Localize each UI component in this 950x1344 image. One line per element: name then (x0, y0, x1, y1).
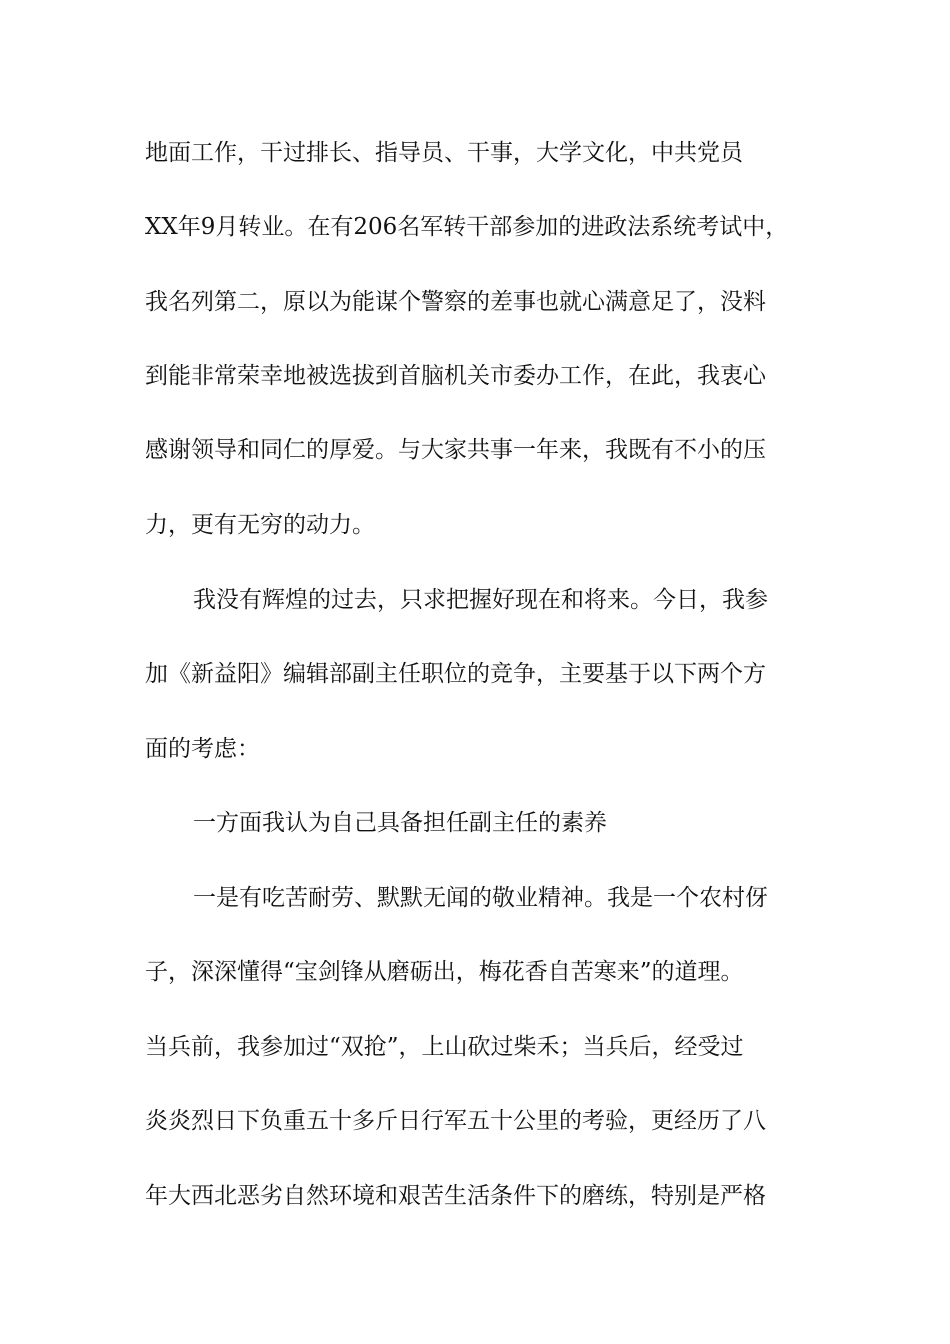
text-line: 感谢领导和同仁的厚爱。与大家共事一年来，我既有不小的压 (145, 437, 766, 463)
text-line: 我没有辉煌的过去，只求把握好现在和将来。今日，我参 (193, 587, 768, 613)
text-line: 年大西北恶劣自然环境和艰苦生活条件下的磨练，特别是严格 (145, 1183, 766, 1209)
text-line: 面的考虑： (145, 736, 260, 762)
text-line: 我名列第二，原以为能谋个警察的差事也就心满意足了，没料 (145, 289, 766, 315)
text-line: 当兵前，我参加过“双抢”，上山砍过柴禾；当兵后，经受过 (145, 1034, 744, 1060)
text-line: 一是有吃苦耐劳、默默无闻的敬业精神。我是一个农村伢 (193, 885, 768, 911)
text-line: 子，深深懂得“宝剑锋从磨砺出，梅花香自苦寒来”的道理。 (145, 959, 744, 985)
text-line: XX年9月转业。在有206名军转干部参加的进政法系统考试中， (145, 214, 789, 240)
text-line: 力，更有无穷的动力。 (145, 512, 375, 538)
text-line: 地面工作，干过排长、指导员、干事，大学文化，中共党员 (145, 140, 743, 166)
text-line: 加《新益阳》编辑部副主任职位的竞争，主要基于以下两个方 (145, 661, 766, 687)
text-line: 到能非常荣幸地被选拔到首脑机关市委办工作，在此，我衷心 (145, 363, 766, 389)
text-line: 炎炎烈日下负重五十多斤日行军五十公里的考验，更经历了八 (145, 1108, 766, 1134)
section-heading: 一方面我认为自己具备担任副主任的素养 (193, 810, 607, 836)
